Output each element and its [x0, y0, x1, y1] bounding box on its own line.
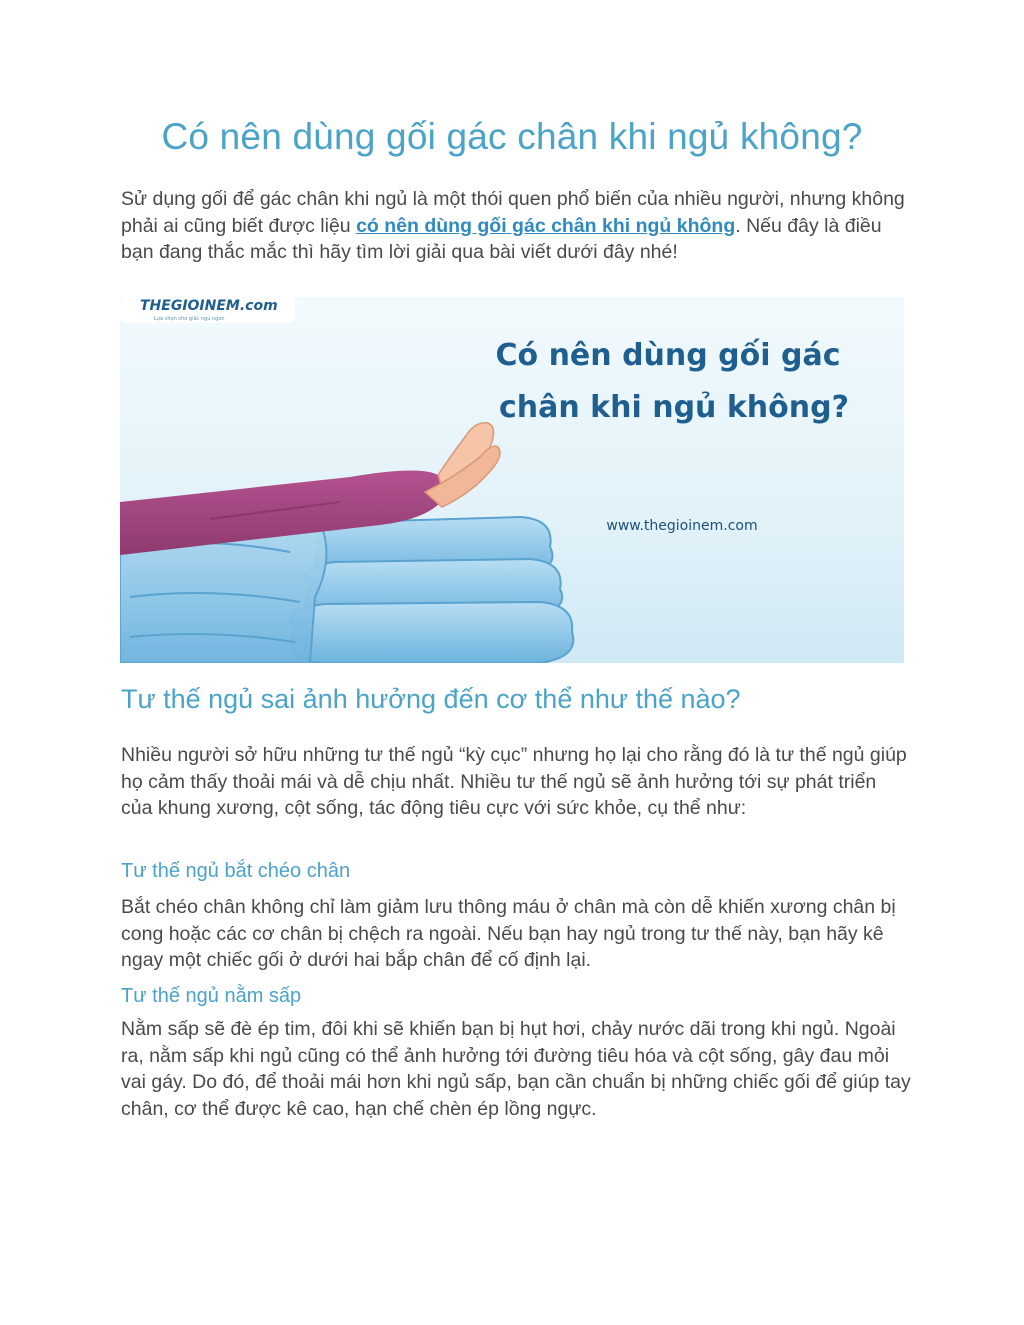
subheading-prone: Tư thế ngủ nằm sấp: [121, 985, 302, 1007]
hero-heading-line2: chân khi ngủ không?: [498, 390, 850, 425]
hero-image: [120, 297, 904, 663]
page-title: Có nên dùng gối gác chân khi ngủ không?: [161, 116, 863, 157]
section-paragraph-sleep-posture: Nhiều người sở hữu những tư thế ngủ “kỳ cục” nhưng họ lại cho rằng đó là tư thế ngủ giúp họ cảm thấy thoải mái và dễ chịu nhất. Nhiều tư thế ngủ sẽ ảnh hưởng tới sự phát triển của khung xương, cột sống, tác động tiêu cực với sức khỏe, cụ thể như:: [121, 744, 907, 819]
hero-website: www.thegioinem.com: [606, 518, 758, 534]
logo-text: THEGIOINEM.com: [140, 298, 278, 314]
intro-text-before: Sử dụng gối để gác chân khi ngủ là một thói quen phổ biến của nhiều người, nhưng không phải ai cũng biết được liệu: [121, 188, 905, 237]
logo: [120, 297, 295, 323]
intro-link[interactable]: có nên dùng gối gác chân khi ngủ không: [356, 214, 736, 237]
intro-paragraph: [121, 186, 911, 266]
paragraph-crossed-legs: Bắt chéo chân không chỉ làm giảm lưu thông máu ở chân mà còn dễ khiến xương chân bị cong hoặc các cơ chân bị chệch ra ngoài. Nếu bạn hay ngủ trong tư thế này, bạn hãy kê ngay một chiếc gối ở dưới hai bắp chân để cố định lại.: [121, 896, 896, 971]
section-heading-sleep-posture: Tư thế ngủ sai ảnh hưởng đến cơ thể như thế nào?: [121, 684, 741, 714]
hero-illustration: [120, 297, 904, 663]
intro-text-after: . Nếu đây là điều bạn đang thắc mắc thì hãy tìm lời giải qua bài viết dưới đây nhé!: [121, 214, 882, 263]
logo-tagline: Lựa chọn cho giấc ngủ ngon: [154, 316, 225, 322]
subheading-crossed-legs: Tư thế ngủ bắt chéo chân: [121, 860, 351, 882]
hero-heading-line1: Có nên dùng gối gác: [495, 338, 841, 373]
paragraph-prone: Nằm sấp sẽ đè ép tim, đôi khi sẽ khiến bạn bị hụt hơi, chảy nước dãi trong khi ngủ. Ngoài ra, nằm sấp khi ngủ cũng có thể ảnh hưởng tới đường tiêu hóa và cột sống, gây đau mỏi vai gáy. Do đó, để thoải mái hơn khi ngủ sấp, bạn cần chuẩn bị những chiếc gối để giúp tay chân, cơ thể được kê cao, hạn chế chèn ép lồng ngực.: [121, 1018, 911, 1120]
